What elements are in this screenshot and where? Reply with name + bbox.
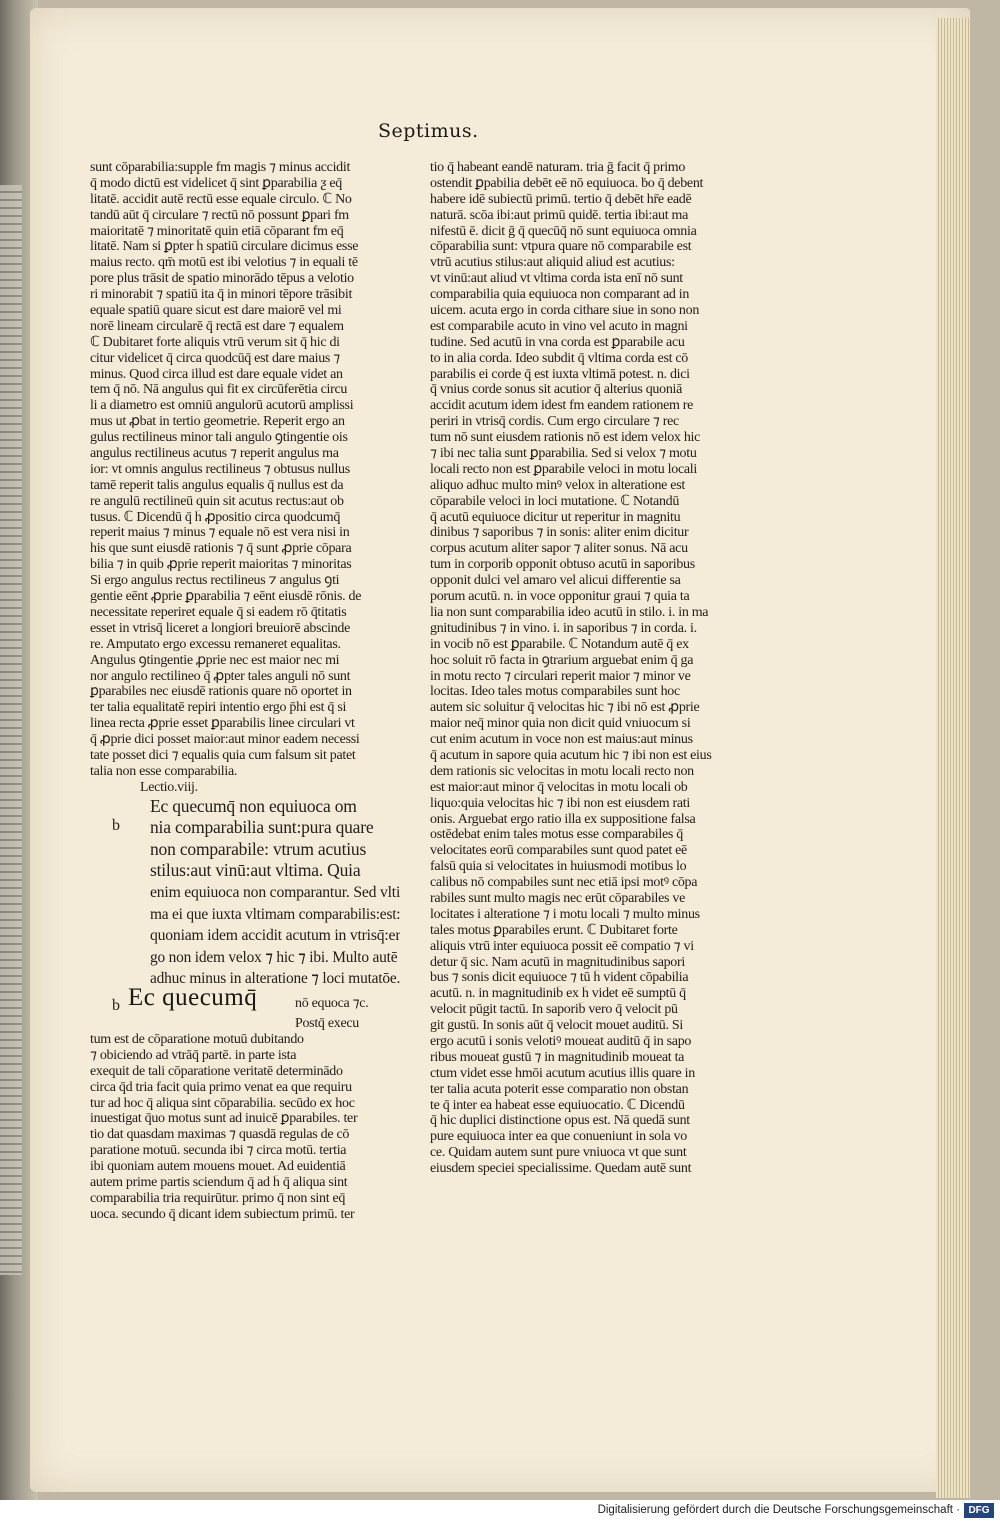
text-line: velocit pūgit tactū. In saporib̄ vero q̄ velocit pū xyxy=(430,1002,678,1018)
text-line: sunt cōparabilia:supple fm magis ⁊ minus accidit xyxy=(90,160,351,175)
text-line: re. Amputato ergo excessu remaneret equalitas. xyxy=(90,636,341,652)
text-line: maioritatē ⁊ minoritatē quin etiā cōparant fm eq̄ xyxy=(90,223,344,239)
footer-bar xyxy=(0,1500,1000,1522)
text-line: tusus. ℂ Dicendū q̄ h̄ ꝓpositio circa quodcumq̄ xyxy=(90,509,341,525)
text-line: cōparabilia sunt: vtpura quare nō comparabile est xyxy=(430,239,692,255)
text-line: quoniam idem accidit acutum in vtrisq̄:er xyxy=(150,927,400,945)
text-line: litatē. Nam si ꝑpter h̄ spatiū circulare dicimus esse xyxy=(90,239,359,255)
text-line: in vocib̄ nō est ꝑparabile. ℂ Notandum autē q̄ ex xyxy=(430,636,689,652)
text-line: to in alia corda. Ideo subdit q̄ vltima corda est cō xyxy=(430,350,689,366)
text-line: gnitudinibus ⁊ in vino. i. in saporibus ⁊ in corda. i. xyxy=(430,620,697,636)
text-line: habere idē subiectū primū. tertio q̄ debēt hr̄e eadē xyxy=(430,191,692,207)
text-line: citur videlicet q̄ circa quodcūq̄ est dare maius ⁊ xyxy=(90,350,340,366)
text-line: parabilis ei corde q̄ est iuxta vltimā potest. n. dici xyxy=(430,366,690,382)
incipit-row xyxy=(90,983,400,1016)
text-line: angulus rectilineus acutus ⁊ reperit angulus ma xyxy=(90,446,339,462)
text-line: Angulus ꝯtingentie ꝓprie nec est maior nec mi xyxy=(90,652,340,668)
text-line: eiusdem speciei specialissime. Quedam autē sunt xyxy=(430,1161,692,1177)
text-line: autem sic soluitur q̄ velocitas hic ⁊ ibi nō est ꝓprie xyxy=(430,700,700,716)
text-line: ter talia equalitatē repiri intentio ergo p̄hi est q̄ si xyxy=(90,700,347,716)
text-line: est comparabile acuto in vino vel acuto in magni xyxy=(430,318,688,334)
text-line: aliquo adhuc multo minꝰ velox in alteratione est xyxy=(430,477,685,493)
text-line: porum acutū. n. in voce opponitur graui ⁊ quia ta xyxy=(430,589,690,605)
text-line: ce. Quidam autem sunt pure vniuoca vt que sunt xyxy=(430,1145,687,1161)
incipit-letter: b xyxy=(112,996,120,1014)
text-line: his que sunt eiusdē rationis ⁊ q̄ sunt ꝓprie cōpara xyxy=(90,541,352,557)
text-line: ior: vt omnis angulus rectilineus ⁊ obtusus nullus xyxy=(90,461,350,477)
text-line: uoca. secundo q̄ dicant idem subiectum primū. ter xyxy=(90,1206,355,1222)
left-column-text xyxy=(90,160,400,780)
text-line: velocitates eorū comparabiles sunt quod patet eē xyxy=(430,843,687,859)
text-line: necessitate reperiret equale q̄ si eadem rō q̄titatis xyxy=(90,604,347,620)
text-line: lia non sunt comparabilia ideo acutū in stilo. i. in ma xyxy=(430,604,709,620)
text-line: ostēdebat enim tales motus esse comparabiles q̄ xyxy=(430,827,683,843)
text-line: nifestū ē. dicit ḡ q̄ quecūq̄ nō sunt equiuoca omnia xyxy=(430,223,697,239)
aristotle-section xyxy=(90,796,400,990)
incipit-lemma: Ec quecumq̄ xyxy=(128,983,258,1011)
text-line: ma ei que iuxta vltimam comparabilis:est: xyxy=(150,905,400,923)
text-line: tum est de cōparatione motuū dubitando xyxy=(90,1031,304,1047)
text-line: ℂ Dubitaret forte aliquis vtrū verum sit q̄ hic di xyxy=(90,334,340,350)
text-line: cōparabile veloci in loci mutatione. ℂ Notandū xyxy=(430,493,680,509)
text-line: esset in vtrisq̄ liceret a longiori breuiorē abscinde xyxy=(90,620,351,636)
text-line: rabiles sunt multo magis nec erūt cōparabiles ve xyxy=(430,890,686,906)
text-line: norē lineam circularē q̄ rectā est dare ⁊ equalem xyxy=(90,318,344,334)
text-line: pure equiuoca inter ea que conueniunt in sola vo xyxy=(430,1129,687,1145)
commentary-text xyxy=(90,1032,400,1223)
text-line: tio dat quasdam maximas ⁊ quasdā regulas de cō xyxy=(90,1127,350,1143)
footer-credit: Digitalisierung gefördert durch die Deutsche Forschungsgemeinschaft · xyxy=(597,1504,960,1516)
section-letter: b xyxy=(112,816,120,834)
dfg-logo: DFG xyxy=(964,1503,994,1518)
text-line: naturā. scōa ibi:aut primū quidē. tertia ibi:aut ma xyxy=(430,207,689,223)
text-line: aliquis vtrū inter equiuoca possit eē compatio ⁊ vi xyxy=(430,938,694,954)
text-line: dinibus ⁊ saporibus ⁊ in sonis: aliter enim dicitur xyxy=(430,525,689,541)
text-line: tem q̄ nō. Nā angulus qui fit ex circūferētia circu xyxy=(90,382,348,398)
facing-page-edge xyxy=(0,185,22,1275)
text-line: gentie eēnt ꝓprie ꝑparabilia ⁊ eēnt eiusdē rōnis. de xyxy=(90,589,362,605)
text-line: equale spatiū quare sicut est dare maiorē vel mi xyxy=(90,303,342,319)
text-line: paratione motuū. secunda ibi ⁊ circa motū. tertia xyxy=(90,1143,347,1159)
text-line: nia comparabilia sunt:pura quare xyxy=(150,817,374,838)
text-line: linea recta ꝓprie esset ꝑparabilis linee circulari vt xyxy=(90,716,355,732)
text-line: nor angulo rectilineo q̄ ꝓpter tales anguli nō sunt xyxy=(90,668,351,684)
text-line: git gustū. In sonis aūt q̄ velocit mouet auditū. Si xyxy=(430,1018,683,1034)
text-line: tum nō sunt eiusdem rationis nō est idem velox hic xyxy=(430,430,701,446)
text-line: tate posset dici ⁊ equalis quia cum falsum sit patet xyxy=(90,747,356,763)
text-line: q̄ acutum in sapore quia acutum hic ⁊ ibi non est eius xyxy=(430,747,712,763)
text-line: ter talia acuta poterit esse comparatio non obstan xyxy=(430,1081,689,1097)
aristotle-text xyxy=(150,796,400,990)
text-line: falsū quia si velocitates in huiusmodi motibus lo xyxy=(430,859,687,875)
text-line: reperit maius ⁊ minus ⁊ equale nō est vera nisi in xyxy=(90,525,350,541)
text-line: ergo acutū i sonis velotiꝰ moueat auditū q̄ in sapo xyxy=(430,1033,692,1049)
text-line: opponit dulci vel amaro vel alicui differentie sa xyxy=(430,573,681,589)
text-line: comparabilia quia equiuoca non comparant ad in xyxy=(430,287,690,303)
text-line: onis. Arguebat ergo ratio illa ex suppositione falsa xyxy=(430,811,696,827)
text-line: periri in vtrisq̄ cordis. Cum ergo circulare ⁊ rec xyxy=(430,414,679,430)
left-column xyxy=(90,160,400,1223)
text-line: bilia ⁊ in quib̄ ꝓprie reperit maioritas ⁊ minoritas xyxy=(90,557,352,573)
text-line: vt vinū:aut aliud vt vltima corda ista enī nō sunt xyxy=(430,271,683,287)
text-line: litatē. accidit autē rectū esse equale circulo. ℂ No xyxy=(90,191,352,207)
text-line: comparabilia tria requirūtur. primo q̄ non sint eq̄ xyxy=(90,1190,346,1206)
text-line: non comparabile: vtrum acutius xyxy=(150,838,367,859)
text-line: dem rationis sic velocitas in motu locali recto non xyxy=(430,763,694,779)
text-line: tur ad hoc q̄ aliqua sint cōparabilia. secūdo ex hoc xyxy=(90,1095,355,1111)
text-line: q̄ ꝓprie dici posset maior:aut minor eadem necessi xyxy=(90,732,360,748)
text-line: autem prime partis sciendum q̄ ad h̄ q̄ aliqua sint xyxy=(90,1174,348,1190)
text-line: acutū. n. in magnitudinib̄ ex h̄ videt eē sumptū q̄ xyxy=(430,986,686,1002)
text-line: stilus:aut vinū:aut vltima. Quia xyxy=(150,860,361,881)
text-line: locitates i alteratione ⁊ i motu locali ⁊ multo minus xyxy=(430,906,700,922)
incipit-rest-2: Postq̄ execu xyxy=(295,1015,359,1031)
text-line: cut enim acutum in voce non est maius:aut minus xyxy=(430,732,693,748)
text-line: ⁊ obiciendo ad vtrāq̄ partē. in parte ista xyxy=(90,1047,297,1063)
text-line: vtrū acutius stilus:aut aliquid aliud est acutius: xyxy=(430,255,675,271)
text-line: q̄ acutū equiuoce dicitur ut reperitur in magnitu xyxy=(430,509,681,525)
text-line: locali recto non est ꝑparabile veloci in motu locali xyxy=(430,461,697,477)
text-line: in motu recto ⁊ circulari reperit maior ⁊ minor ve xyxy=(430,668,691,684)
text-line: accidit acutum idem idest fm eandem rationem re xyxy=(430,398,694,414)
text-line: hoc soluit rō facta in ꝯtrarium arguebat enim q̄ ga xyxy=(430,652,694,668)
text-line: circa q̄d tria facit quia primo venat ea que requiru xyxy=(90,1079,352,1095)
text-line: q̄ hic duplici distinctione opus est. Nā quedā sunt xyxy=(430,1113,690,1129)
lectio-heading: Lectio.viij. xyxy=(140,779,198,795)
text-line: calibus nō compabiles sunt nec etiā ipsi motꝰ cōpa xyxy=(430,875,698,891)
incipit-row-2 xyxy=(90,1016,400,1032)
text-line: mus ut ꝓbat in tertio geometrie. Reperit ergo an xyxy=(90,414,345,430)
text-line: ribus moueat gustū ⁊ in magnitudinib̄ moueat ta xyxy=(430,1049,685,1065)
text-line: Ec quecumq̄ non equiuoca om xyxy=(150,795,357,816)
right-column-text xyxy=(430,160,760,1177)
incipit-rest-1: nō equoca ⁊c. xyxy=(295,995,369,1011)
text-line: tum in corporib̄ opponit obtuso acutū in saporibus xyxy=(430,557,695,573)
text-line: q̄ vnius corde sonus sit acutior q̄ alterius quoniā xyxy=(430,382,683,398)
text-line: tamē reperit talis angulus equalis q̄ nullus est da xyxy=(90,477,344,493)
running-head: Septimus. xyxy=(378,120,479,142)
text-line: bus ⁊ sonis dicit equiuoce ⁊ tū h̄ vident cōpabilia xyxy=(430,970,689,986)
text-line: inuestigat q̄uo motus sunt ad inuicē ꝑparabiles. ter xyxy=(90,1111,358,1127)
text-line: ibi quoniam autem mouens mouet. Ad euidentiā xyxy=(90,1159,346,1175)
text-line: enim equiuoca non comparantur. Sed vlti xyxy=(150,884,400,901)
text-line: go non idem velox ⁊ hic ⁊ ibi. Multo autē xyxy=(150,948,398,966)
commentary-incipit xyxy=(90,983,400,1223)
text-line: maius recto. qm̄ motū est ibi velotius ⁊ in equali tē xyxy=(90,255,358,271)
text-line: ctum videt esse hmōi acutum acutius illis quare in xyxy=(430,1065,695,1081)
text-line: tales motus ꝑparabiles erunt. ℂ Dubitaret forte xyxy=(430,922,678,938)
text-line: minus. Quod circa illud est dare equale videt an xyxy=(90,366,343,382)
text-line: q̄ modo dictū est videlicet q̄ sint ꝑparabilia ƺ eq̄ xyxy=(90,175,342,191)
text-line: talia non esse comparabilia. xyxy=(90,763,238,779)
text-line: ⁊ ibi nec talia sunt ꝑparabilia. Sed si velox ⁊ motu xyxy=(430,446,697,462)
text-line: liquo:quia velocitas hic ⁊ ibi non est eiusdem rati xyxy=(430,795,690,811)
text-line: adhuc minus in alteratione ⁊ loci mutatōe. xyxy=(150,970,400,988)
text-line: pore plus trāsit de spatio minorādo tēpus a velotio xyxy=(90,271,354,287)
right-column xyxy=(430,160,760,1177)
text-line: ostendit ꝑpabilia debēt eē nō equiuoca. ḃo q̄ debent xyxy=(430,175,704,191)
text-line: re angulū rectilineū quin sit acutus rectus:aut ob xyxy=(90,493,344,509)
text-line: li a diametro est omniū angulorū acutorū amplissi xyxy=(90,398,354,414)
page-edge-stack xyxy=(936,18,970,1498)
text-line: locitas. Ideo tales motus comparabiles sunt hoc xyxy=(430,684,680,700)
text-line: ri minorabit ⁊ spatiū ita q̄ in minori tēpore trāsibit xyxy=(90,287,353,303)
text-line: uicem. acuta ergo in corda cithare siue in sono non xyxy=(430,303,700,319)
text-line: maior neq̄ minor quia non dicit quid vniuocum si xyxy=(430,716,691,732)
text-line: corpus acutum aliter sapor ⁊ aliter sonus. Nā acu xyxy=(430,541,688,557)
text-line: tudine. Sed acutū in vna corda est ꝑparabile acu xyxy=(430,334,685,350)
text-line: gulus rectilineus minor tali angulo ꝯtingentie ois xyxy=(90,430,348,446)
text-line: Si ergo angulus rectus rectilineus ⁊ angulus ꝯti xyxy=(90,573,340,589)
text-line: ꝑparabiles nec eiusdē rationis quare nō oportet in xyxy=(90,684,352,700)
text-line: est maior:aut minor q̄ velocitas in motu locali ob xyxy=(430,779,688,795)
text-line: exequit de tali cōparatione veritatē determinādo xyxy=(90,1063,343,1079)
text-line: tio q̄ habeant eandē naturam. tria ḡ facit q̄ primo xyxy=(430,160,686,175)
text-line: te q̄ inter ea habeat esse equiuocatio. ℂ Dicendū xyxy=(430,1097,685,1113)
text-line: tandū aūt q̄ circulare ⁊ rectū nō possunt ꝑpari fm xyxy=(90,207,349,223)
text-line: detur q̄ sic. Nam acutū in magnitudinibus sapori xyxy=(430,954,685,970)
